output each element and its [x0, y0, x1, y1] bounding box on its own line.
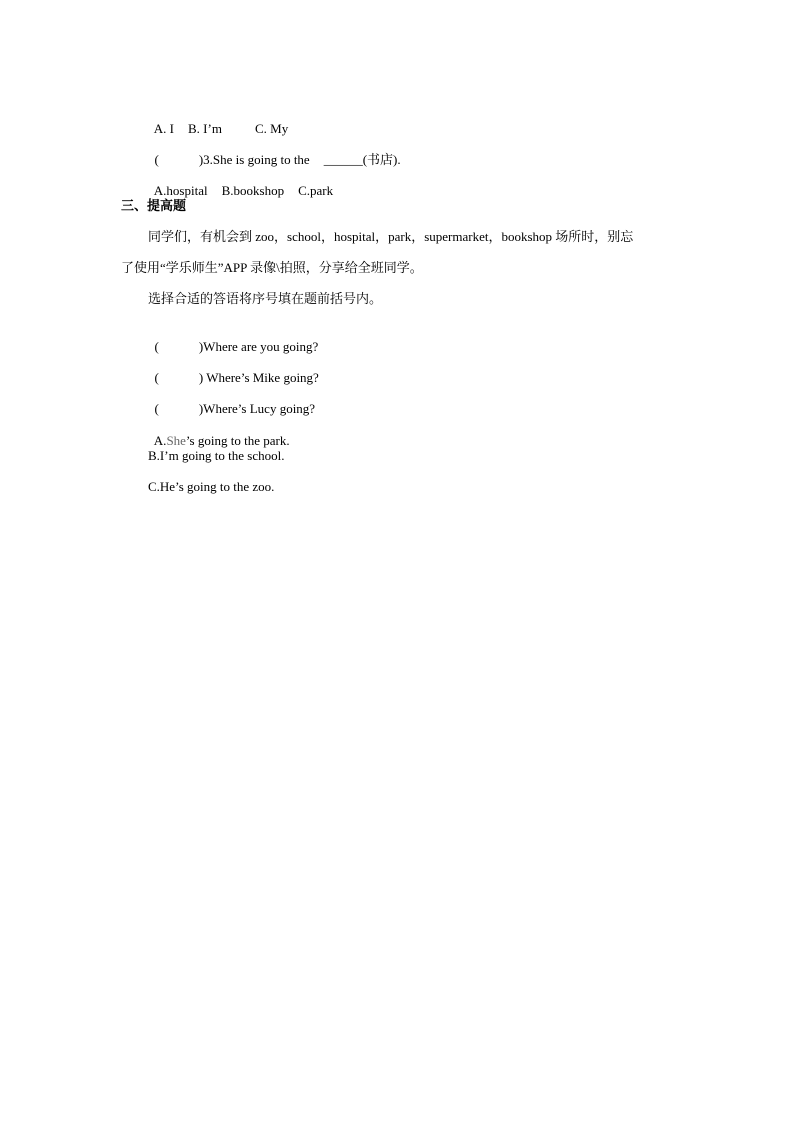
- answer-rest: ’s going to the park.: [185, 433, 290, 448]
- question-2: [148, 354, 319, 386]
- question-paren-open: (: [154, 401, 159, 416]
- q3-blank: ______: [323, 152, 363, 167]
- instruction: 选择合适的答语将序号填在题前括号内。: [148, 291, 383, 306]
- q3-option-a: A.hospital: [153, 183, 208, 198]
- question-1: [148, 323, 318, 355]
- q3-option-c: C.park: [298, 183, 334, 198]
- intro-line-1: 同学们，有机会到 zoo，school，hospital，park，supermarket，bookshop 场所时，别忘: [148, 229, 634, 244]
- section-heading: 三、提高题: [121, 198, 187, 213]
- q3-options-row: [148, 167, 333, 199]
- answer-highlight: She: [166, 433, 186, 448]
- q2-option-c: C. My: [254, 121, 289, 136]
- answer-b: B.I’m going to the school.: [148, 448, 285, 463]
- answer-a: [148, 417, 290, 449]
- question-3: [148, 385, 315, 417]
- answer-c: C.He’s going to the zoo.: [148, 479, 275, 494]
- q3-row: [148, 136, 401, 168]
- answer-prefix: A.: [153, 433, 167, 448]
- intro-line-2: 了使用“学乐师生”APP 录像\拍照，分享给全班同学。: [121, 260, 423, 275]
- q3-stem: )3.She is going to the: [198, 152, 310, 167]
- question-paren-open: (: [154, 370, 159, 385]
- question-text: )Where’s Lucy going?: [198, 401, 316, 416]
- question-paren-open: (: [154, 339, 159, 354]
- q3-paren-open: (: [154, 152, 159, 167]
- q3-hint: (书店).: [362, 152, 401, 167]
- q2-option-b: B. I’m: [188, 121, 222, 136]
- question-text: ) Where’s Mike going?: [198, 370, 319, 385]
- q2-option-a: A. I: [153, 121, 175, 136]
- question-text: )Where are you going?: [198, 339, 319, 354]
- q2-options-row: [148, 105, 288, 137]
- q3-option-b: B.bookshop: [221, 183, 285, 198]
